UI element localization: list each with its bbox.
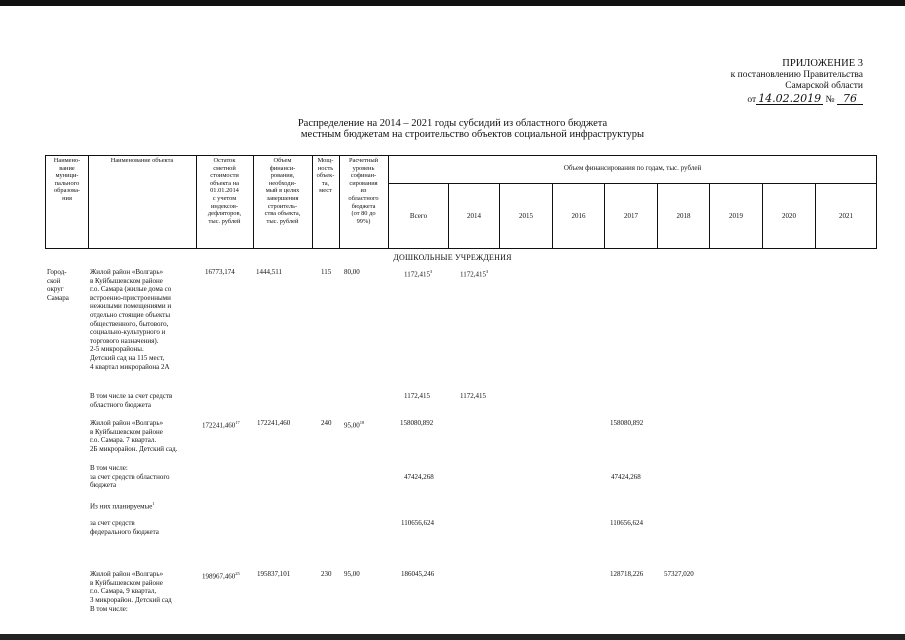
cell-capacity: 240 bbox=[321, 419, 332, 427]
header-year-2016: 2016 bbox=[571, 211, 586, 220]
appendix-block bbox=[731, 58, 863, 106]
header-cofinancing-level: Расчетный уровень софинан- сирования из областного бюджета (от 80 до 99%) bbox=[348, 157, 379, 225]
cell-cofinancing-level: 80,00 bbox=[344, 268, 360, 276]
appendix-title: ПРИЛОЖЕНИЕ 3 bbox=[782, 58, 863, 69]
header-year-2020: 2020 bbox=[782, 211, 796, 220]
section-title: ДОШКОЛЬНЫЕ УЧРЕЖДЕНИЯ bbox=[393, 253, 512, 262]
header-year-2017: 2017 bbox=[624, 211, 638, 220]
document-title-line-2: местным бюджетам на строительство объектов социальной инфраструктуры bbox=[300, 129, 645, 140]
handwritten-date: 14.02.2019 bbox=[758, 91, 822, 105]
header-object-name: Наименование объекта bbox=[110, 157, 174, 164]
appendix-line-1: к постановлению Правительства bbox=[730, 69, 863, 80]
cell-remaining-cost: 172241,460$^{17}$ bbox=[202, 420, 240, 430]
cell-financing-volume: 195837,101 bbox=[257, 570, 291, 578]
table-row-object-name: В том числе: bbox=[90, 605, 128, 613]
table-row-object-name: Из них планируемые$^1$ bbox=[90, 501, 155, 511]
document-title-line-1: Распределение на 2014 – 2021 годы субсидий из областного бюджета bbox=[297, 118, 608, 129]
header-remaining-cost: Остаток сметной стоимости объекта на 01.01.2014 с учетом индексов- дефляторов, тыс. рублей bbox=[207, 157, 242, 225]
number-prefix: № bbox=[825, 94, 835, 105]
header-financing-volume: Объем финанси- рования, необходи- мый в целях завершения строитель- ства объекта, тыс. рублей bbox=[264, 157, 301, 225]
header-year-2021: 2021 bbox=[839, 211, 853, 220]
cell-total: 110656,624 bbox=[401, 519, 434, 527]
cell-total: 47424,268 bbox=[404, 473, 434, 481]
cell-2018: 57327,020 bbox=[664, 570, 694, 578]
cell-total: 158080,892 bbox=[400, 419, 434, 427]
cell-financing-volume: 172241,460 bbox=[257, 419, 291, 427]
header-year-2015: 2015 bbox=[519, 211, 533, 220]
table-row-object-name: за счет средств федерального бюджета bbox=[90, 519, 159, 536]
cell-2017: 47424,268 bbox=[611, 473, 641, 481]
cell-total: 186045,246 bbox=[401, 570, 435, 578]
cell-financing-volume: 1444,511 bbox=[256, 268, 282, 276]
appendix-date-line bbox=[731, 93, 863, 107]
table-row-object-name: В том числе за счет средств областного бюджета bbox=[90, 392, 173, 409]
header-year-2018: 2018 bbox=[676, 211, 691, 220]
header-by-years: Объем финансирования по годам, тыс. рублей bbox=[563, 164, 702, 172]
cell-2017: 158080,892 bbox=[610, 419, 644, 427]
cell-capacity: 115 bbox=[321, 268, 332, 276]
table-row-object-name: Жилой район «Волгарь» в Куйбышевском районе г.о. Самара (жилые дома со встроенно-пристроенными нежилыми помещениями и отдельно стоящие объекты общественного, бытового, социально-культурного и торгового назначения). 2-5 микрорайоны. Детский сад на 115 мест, 4 квартал микрорайона 2А bbox=[90, 268, 172, 371]
header-municipality: Наимено- вание муници- пального образова- ния bbox=[53, 157, 81, 202]
cell-total: 1172,415$^3$ bbox=[404, 269, 433, 279]
table-row-object-name: Жилой район «Волгарь» в Куйбышевском районе г.о. Самара, 9 квартал, 3 микрорайон. Детский сад bbox=[90, 570, 172, 604]
cell-2014: 1172,415 bbox=[460, 392, 486, 400]
table-row-object-name: Жилой район «Волгарь» в Куйбышевском районе г.о. Самара. 7 квартал. 2Б микрорайон. Детский сад. bbox=[90, 419, 178, 453]
date-prefix: от bbox=[747, 94, 757, 105]
header-year-2014: 2014 bbox=[467, 211, 481, 220]
cell-capacity: 230 bbox=[321, 570, 332, 578]
cell-total: 1172,415 bbox=[404, 392, 430, 400]
document-title bbox=[0, 118, 905, 140]
cell-remaining-cost: 16773,174 bbox=[205, 268, 235, 276]
cell-cofinancing-level: 95,00$^{18}$ bbox=[344, 420, 365, 430]
municipality-cell: Город- ской округ Самара bbox=[47, 268, 69, 302]
header-capacity: Мощ- ность объек- та, мест bbox=[316, 157, 335, 195]
cell-cofinancing-level: 95,00 bbox=[344, 570, 360, 578]
cell-2014: 1172,415$^3$ bbox=[460, 269, 489, 279]
handwritten-number: 76 bbox=[837, 93, 863, 106]
column-divider bbox=[88, 156, 89, 248]
scan-border-bottom bbox=[0, 634, 905, 640]
header-total: Всего bbox=[409, 211, 428, 220]
header-year-2019: 2019 bbox=[729, 211, 743, 220]
cell-2017: 110656,624 bbox=[610, 519, 643, 527]
scan-border-top bbox=[0, 0, 905, 6]
table-row-object-name: В том числе: за счет средств областного бюджета bbox=[90, 464, 170, 490]
appendix-line-2: Самарской области bbox=[785, 81, 863, 91]
table-header bbox=[45, 155, 877, 249]
cell-remaining-cost: 198967,460$^{25}$ bbox=[202, 571, 240, 581]
cell-2017: 128718,226 bbox=[610, 570, 644, 578]
